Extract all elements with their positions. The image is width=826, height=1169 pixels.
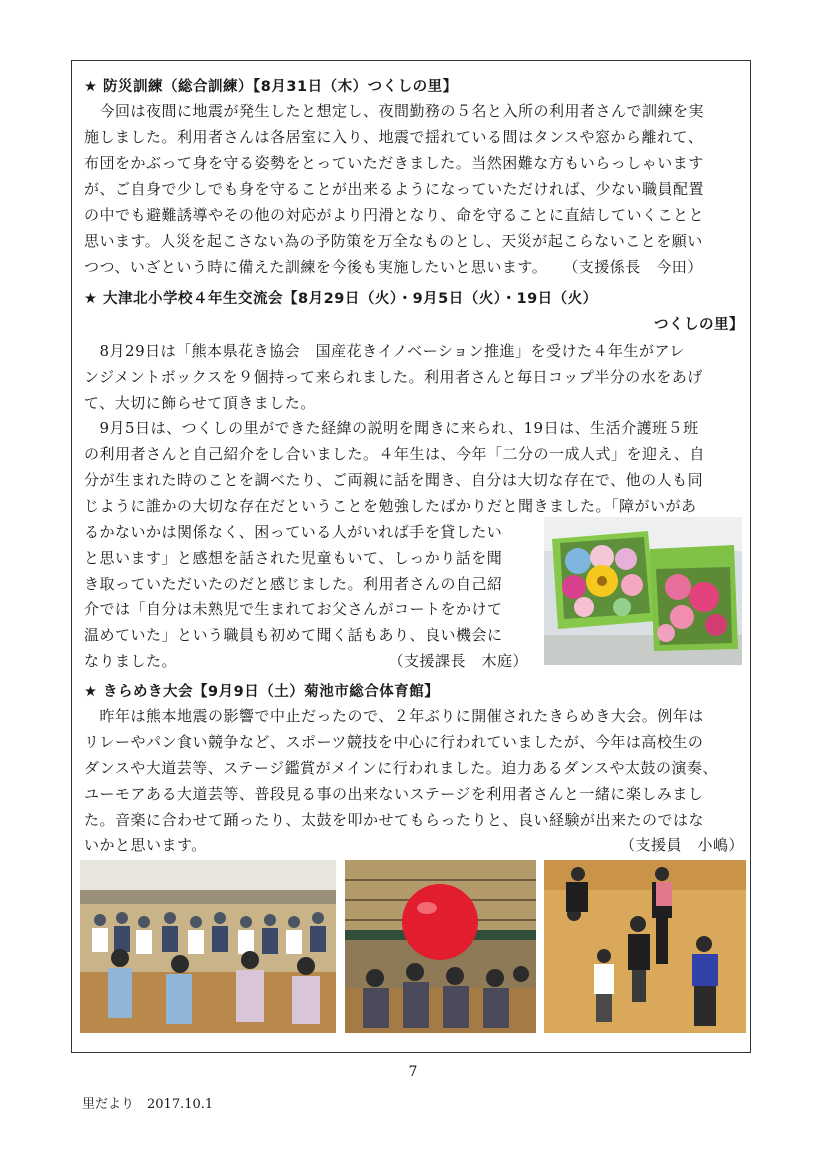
gym-dance-photo	[80, 860, 336, 1033]
section2-wrap-line: 介では「自分は未熟児で生まれてお父さんがコートをかけて	[84, 600, 503, 618]
dancers-image	[544, 860, 746, 1033]
footer-text: 里だより 2017.10.1	[82, 1097, 214, 1112]
balloon-image	[345, 860, 536, 1033]
section2-wrap-line: き取っていただいたのだと感じました。利用者さんの自己紹	[84, 575, 503, 593]
section1-line: が、ご自身で少しでも身を守ることが出来るようになっていただければ、少ない職員配置	[84, 180, 705, 198]
section2-wrap-line: 温めていた」という職員も初めて聞く話もあり、良い機会に	[84, 626, 503, 644]
section3-line: 昨年は熊本地震の影響で中止だったので、２年ぶりに開催されたきらめき大会。例年は	[84, 707, 704, 725]
section3-line: いかと思います。	[84, 836, 207, 854]
section2-line: の利用者さんと自己紹介をし合いました。４年生は、今年「二分の一成人式」を迎え、自	[84, 445, 705, 463]
section2-signature: （支援課長 木庭）	[388, 652, 528, 670]
flower-arrangement-image	[544, 517, 742, 665]
section3-heading: ★ きらめき大会【9月9日（土）菊池市総合体育館】	[84, 684, 440, 700]
section2-line: 8月29日は「熊本県花き協会 国産花きイノベーション推進」を受けた４年生がアレ	[84, 342, 685, 360]
section2-line: ンジメントボックスを９個持って来られました。利用者さんと毎日コップ半分の水をあげ	[84, 368, 703, 386]
section2-line: 9月5日は、つくしの里ができた経緯の説明を聞きに来られ、19日は、生活介護班５班	[84, 419, 699, 437]
section2-line: じように誰かの大切な存在だということを勉強したばかりだと聞きました。「障がいがあ	[84, 497, 697, 515]
section1-line: 布団をかぶって身を守る姿勢をとっていただきました。当然困難な方もいらっしゃいます	[84, 154, 704, 172]
section3-line: ダンスや大道芸等、ステージ鑑賞がメインに行われました。迫力あるダンスや太鼓の演奏、	[84, 759, 719, 777]
section3-line: リレーやパン食い競争など、スポーツ競技を中心に行われていましたが、今年は高校生の	[84, 733, 704, 751]
section2-heading: ★ 大津北小学校４年生交流会【8月29日（火）・9月5日（火）・19日（火）	[84, 291, 598, 307]
dance-performance-photo	[544, 860, 746, 1033]
section2-line: て、大切に飾らせて頂きました。	[84, 394, 316, 412]
balloon-event-photo	[345, 860, 536, 1033]
section1-line: 思います。人災を起こさない為の予防策を万全なものとし、天災が起こらないことを願い	[84, 232, 703, 250]
section1-line: つつ、いざという時に備えた訓練を今後も実施したいと思います。 （支援係長 今田）	[84, 258, 703, 276]
section1-line: 今回は夜間に地震が発生したと想定し、夜間勤務の５名と入所の利用者さんで訓練を実	[84, 102, 705, 120]
section2-wrap-line: と思います」と感想を話された児童もいて、しっかり話を聞	[84, 549, 503, 567]
section2-wrap-line: なりました。	[84, 652, 178, 670]
section1-heading: ★ 防災訓練（総合訓練）【8月31日（木）つくしの里】	[84, 79, 458, 95]
gym-crowd-image	[80, 860, 336, 1033]
flower-arrangement-photo	[544, 517, 742, 665]
section2-wrap-line: るかないかは関係なく、困っている人がいれば手を貸したい	[84, 523, 503, 541]
section3-signature: （支援員 小嶋）	[619, 836, 744, 854]
section3-line: た。音楽に合わせて踊ったり、太鼓を叩かせてもらったりと、良い経験が出来たのではな	[84, 811, 705, 829]
section3-line: ユーモアある大道芸等、普段見る事の出来ないステージを利用者さんと一緒に楽しみまし	[84, 785, 704, 803]
section2-heading-tail: つくしの里】	[654, 317, 744, 333]
page-number: 7	[408, 1064, 418, 1080]
section1-line: の中でも避難誘導やその他の対応がより円滑となり、命を守ることに直結していくことと	[84, 206, 705, 224]
section2-line: 分が生まれた時のことを調べたり、ご両親に話を聞き、自分は大切な存在で、他の人も同	[84, 471, 704, 489]
section1-line: 施しました。利用者さんは各居室に入り、地震で揺れている間はタンスや窓から離れて、	[84, 128, 704, 146]
